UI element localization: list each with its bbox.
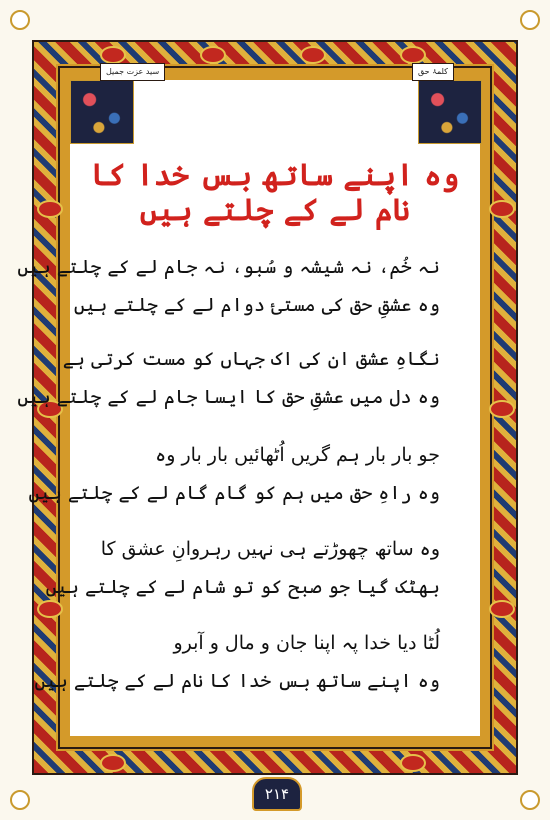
verse-line: نگاہِ عشق ان کی اک جہاں کو مست کرتی ہے (62, 348, 440, 370)
title-plaque: کلمۂ حق (412, 63, 454, 81)
stanza (28, 436, 440, 512)
corner-flourish-icon (520, 10, 540, 30)
border-medallion (100, 46, 126, 64)
stanza (17, 248, 440, 324)
stanza (17, 340, 440, 416)
border-medallion (400, 46, 426, 64)
verse-line: جو بار بار ہم گریں اُٹھائیں بار بار وہ (155, 444, 440, 466)
corner-flourish-icon (520, 790, 540, 810)
border-medallion (37, 200, 63, 218)
page-number: ۲۱۴ (252, 777, 302, 811)
border-medallion (100, 754, 126, 772)
border-medallion (400, 754, 426, 772)
verse-line: وہ ساتھ چھوڑتے ہی نہیں رہروانِ عشق کا (100, 538, 440, 560)
corner-ornament-top-right (418, 80, 482, 144)
border-medallion (489, 400, 515, 418)
stanza (34, 624, 440, 700)
verse-line: وہ راہِ حق میں ہم کو گام گام لے کے چلتے ہیں (28, 482, 440, 504)
border-medallion (300, 46, 326, 64)
verse-line: بھٹک گیا جو صبح کو تو شام لے کے چلتے ہیں (45, 576, 440, 598)
border-medallion (489, 200, 515, 218)
calligrapher-plaque: سید عزت جمیل (100, 63, 165, 81)
border-medallion (489, 600, 515, 618)
corner-ornament-top-left (70, 80, 134, 144)
verse-line: وہ اپنے ساتھ بس خدا کا نام لے کے چلتے ہیں (34, 670, 440, 692)
verse-line: نہ خُم، نہ شیشہ و سُبو، نہ جام لے کے چلتے ہیں (17, 256, 440, 278)
corner-flourish-icon (10, 10, 30, 30)
verse-line: وہ دل میں عشقِ حق کا ایسا جام لے کے چلتے ہیں (17, 386, 440, 408)
verse-line: لُٹا دیا خدا پہ اپنا جان و مال و آبرو (173, 632, 440, 654)
verse-line: وہ عشقِ حق کی مستیٔ دوام لے کے چلتے ہیں (73, 294, 440, 316)
border-medallion (200, 46, 226, 64)
poem-title: وہ اپنے ساتھ بس خدا کا نام لے کے چلتے ہیں (90, 158, 460, 228)
stanza (45, 530, 440, 606)
corner-flourish-icon (10, 790, 30, 810)
